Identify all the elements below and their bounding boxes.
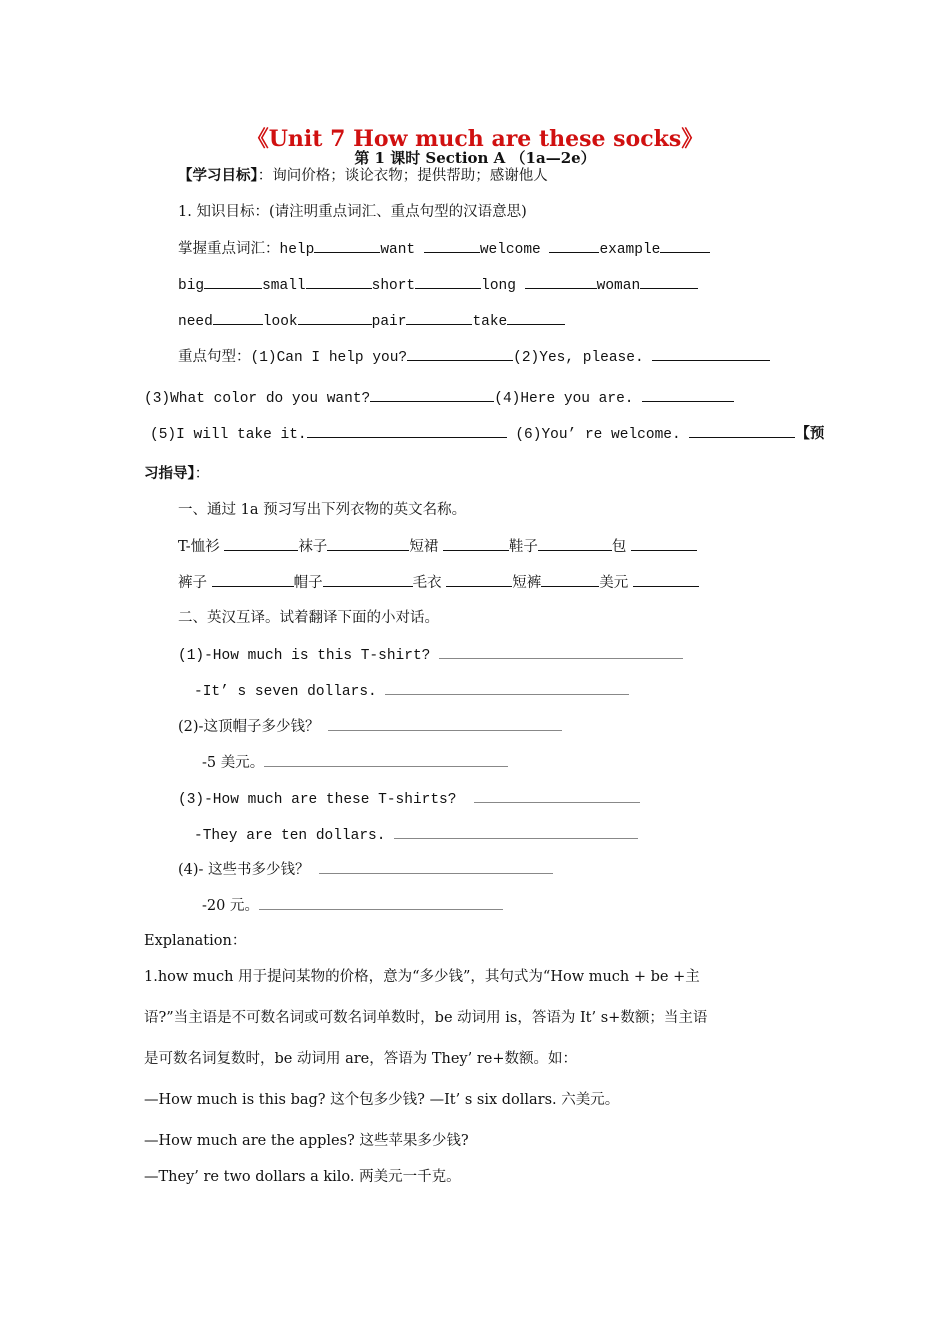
dialog-line — [178, 644, 683, 666]
vocab-word: take — [472, 314, 508, 330]
vocab-word: look — [262, 314, 298, 330]
dialog-text: (4)- 这些书多少钱？ — [178, 862, 310, 878]
answer-blank[interactable] — [213, 310, 263, 325]
answer-blank[interactable] — [538, 536, 612, 551]
dialog-text: -5 美元。 — [202, 755, 265, 771]
answer-blank[interactable] — [204, 274, 262, 289]
answer-blank[interactable] — [424, 238, 480, 253]
objectives-label: 【学习目标】 — [178, 167, 258, 184]
example-line: —They’ re two dollars a kilo. 两美元一千克。 — [144, 1169, 461, 1185]
answer-blank[interactable] — [633, 572, 699, 587]
dialog-line — [194, 680, 629, 702]
answer-blank[interactable] — [328, 716, 562, 731]
sentence: (2)Yes, please. — [513, 350, 644, 366]
page-subtitle: 第 1 课时 Section A （1a—2e） — [354, 149, 596, 167]
answer-blank[interactable] — [474, 788, 640, 803]
vocab-word: woman — [596, 278, 641, 294]
dialog-text: -It’ s seven dollars. — [194, 684, 377, 700]
section2-heading: 二、英汉互译。试着翻译下面的小对话。 — [178, 610, 439, 626]
answer-blank[interactable] — [298, 310, 372, 325]
answer-blank[interactable] — [689, 423, 795, 438]
answer-blank[interactable] — [306, 274, 372, 289]
answer-blank[interactable] — [507, 310, 565, 325]
sentence-row-3 — [150, 423, 824, 445]
vocab-word: pair — [371, 314, 407, 330]
answer-blank[interactable] — [264, 752, 508, 767]
example-line: —How much are the apples? 这些苹果多少钱? — [144, 1133, 469, 1149]
clothes-item: 裤子 — [178, 575, 207, 591]
example-line: —How much is this bag? 这个包多少钱? —It’ s six dollars. 六美元。 — [144, 1092, 620, 1108]
clothes-item: 短裙 — [409, 539, 439, 555]
answer-blank[interactable] — [323, 572, 413, 587]
vocab-row-1 — [178, 238, 710, 260]
sentence: (4)Here you are. — [494, 391, 634, 407]
page-title: 《Unit 7 How much are these socks》 — [246, 126, 704, 152]
answer-blank[interactable] — [443, 536, 509, 551]
answer-blank[interactable] — [307, 423, 507, 438]
explanation-paragraph: 语?”当主语是不可数名词或可数名词单数时，be 动词用 is，答语为 It’ s+数额；当主语 — [144, 1010, 708, 1026]
dialog-text: (3)-How much are these T-shirts? — [178, 792, 457, 808]
clothes-item: T-恤衫 — [178, 539, 220, 555]
answer-blank[interactable] — [212, 572, 294, 587]
vocab-row-3 — [178, 310, 565, 332]
clothes-item: 包 — [611, 539, 627, 555]
answer-blank[interactable] — [394, 824, 638, 839]
dialog-text: (1)-How much is this T-shirt? — [178, 648, 431, 664]
preview-label-end: 习指导】 — [144, 465, 195, 482]
vocab-word: big — [178, 278, 205, 294]
explanation-paragraph: 是可数名词复数时，be 动词用 are，答语为 They’ re+数额。如： — [144, 1051, 578, 1067]
answer-blank[interactable] — [541, 572, 599, 587]
sentence: (1)Can I help you? — [250, 350, 408, 366]
clothes-row-1 — [178, 536, 697, 557]
dialog-line — [178, 859, 553, 880]
vocab-word: example — [599, 242, 661, 258]
vocab-word: welcome — [479, 242, 541, 258]
sentence-label: 重点句型： — [178, 349, 251, 365]
answer-blank[interactable] — [415, 274, 481, 289]
dialog-line — [194, 824, 638, 846]
objectives-text: ：询问价格；谈论衣物；提供帮助；感谢他人 — [257, 168, 548, 184]
preview-colon: ： — [194, 466, 210, 482]
clothes-item: 毛衣 — [412, 575, 442, 591]
clothes-item: 鞋子 — [508, 539, 538, 555]
vocab-label: 掌握重点词汇： — [178, 241, 280, 257]
answer-blank[interactable] — [314, 238, 380, 253]
dialog-text: -20 元。 — [202, 898, 259, 914]
explanation-paragraph: 1.how much 用于提问某物的价格，意为“多少钱”，其句式为“How much + be +主 — [144, 969, 700, 985]
answer-blank[interactable] — [525, 274, 597, 289]
answer-blank[interactable] — [224, 536, 298, 551]
answer-blank[interactable] — [259, 895, 503, 910]
answer-blank[interactable] — [439, 644, 683, 659]
clothes-item: 袜子 — [298, 539, 328, 555]
answer-blank[interactable] — [640, 274, 698, 289]
knowledge-heading: 1. 知识目标：(请注明重点词汇、重点句型的汉语意思) — [178, 204, 527, 220]
answer-blank[interactable] — [385, 680, 629, 695]
answer-blank[interactable] — [631, 536, 697, 551]
dialog-line — [202, 895, 503, 916]
dialog-line — [178, 788, 640, 810]
vocab-word: need — [178, 314, 213, 330]
clothes-item: 短裤 — [512, 575, 542, 591]
clothes-row-2 — [178, 572, 699, 593]
vocab-word: help — [279, 242, 315, 258]
explanation-heading: Explanation： — [144, 933, 247, 949]
sentence: (3)What color do you want? — [144, 391, 371, 407]
dialog-text: -They are ten dollars. — [194, 828, 386, 844]
objectives-line — [178, 166, 548, 186]
answer-blank[interactable] — [327, 536, 409, 551]
sentence: (6)You’ re welcome. — [515, 427, 681, 443]
answer-blank[interactable] — [406, 310, 472, 325]
clothes-item: 美元 — [599, 575, 629, 591]
preview-line — [144, 464, 209, 484]
dialog-line — [202, 752, 508, 773]
dialog-line — [178, 716, 562, 738]
vocab-row-2 — [178, 274, 698, 296]
answer-blank[interactable] — [652, 346, 770, 361]
vocab-word: short — [371, 278, 416, 294]
answer-blank[interactable] — [370, 387, 494, 402]
preview-label-start: 【预 — [795, 425, 825, 442]
sentence-row-1 — [178, 346, 770, 368]
answer-blank[interactable] — [446, 572, 512, 587]
section1-heading: 一、通过 1a 预习写出下列衣物的英文名称。 — [178, 502, 467, 518]
answer-blank[interactable] — [319, 859, 553, 874]
answer-blank[interactable] — [549, 238, 599, 253]
dialog-text: (2)-这顶帽子多少钱？ — [178, 719, 320, 735]
sentence: (5)I will take it. — [150, 427, 307, 443]
answer-blank[interactable] — [407, 346, 513, 361]
vocab-word: want — [380, 242, 416, 258]
sentence-row-2 — [144, 387, 734, 409]
vocab-word: long — [481, 278, 516, 294]
answer-blank[interactable] — [642, 387, 734, 402]
answer-blank[interactable] — [660, 238, 710, 253]
vocab-word: small — [262, 278, 306, 294]
clothes-item: 帽子 — [293, 575, 323, 591]
